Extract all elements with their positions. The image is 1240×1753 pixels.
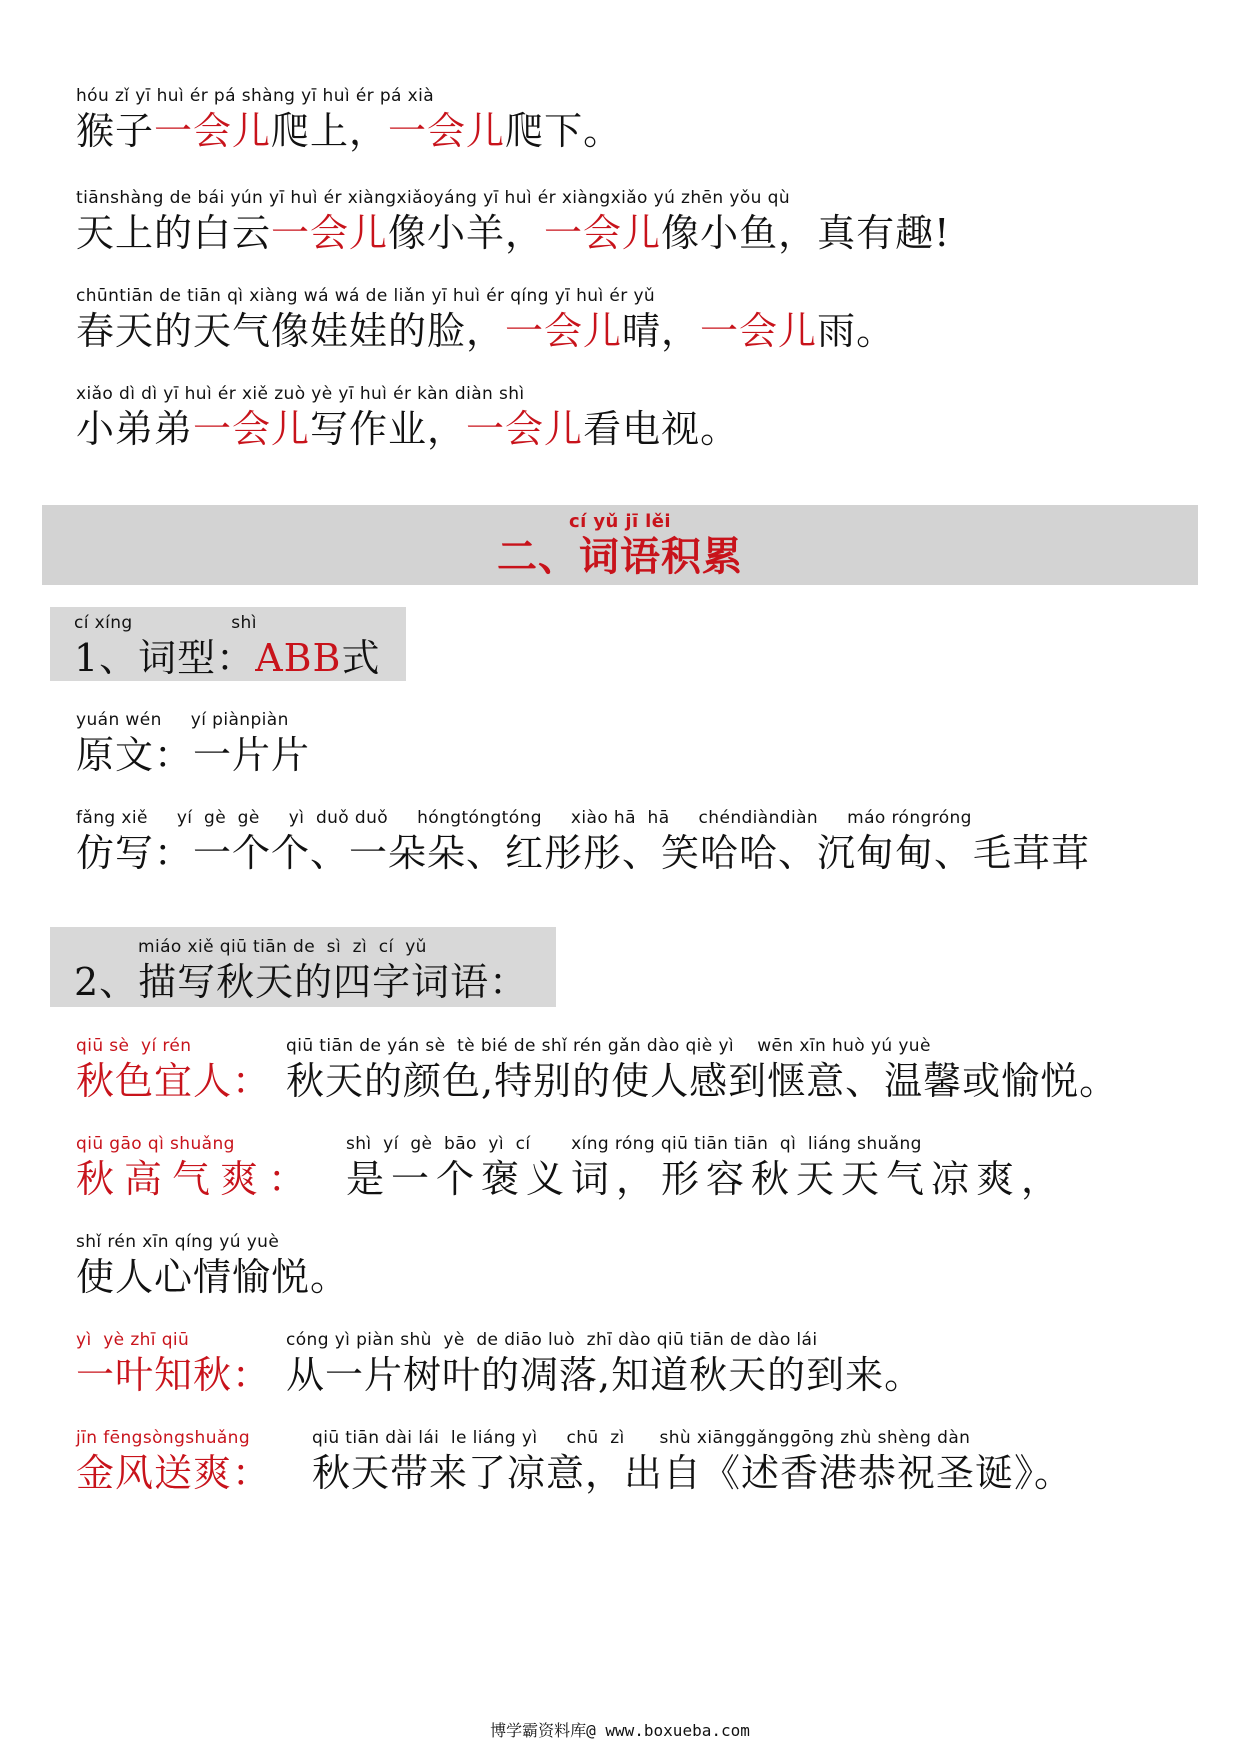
pinyin <box>76 1034 1118 1058</box>
pinyin: yuán wén yí piànpiàn <box>76 710 289 730</box>
term-row-3 <box>76 1328 923 1398</box>
term-pinyin: qiū sè yí rén <box>76 1036 192 1056</box>
text-segment: 看电视。 <box>583 407 740 451</box>
pinyin <box>76 1132 1066 1156</box>
highlight-segment: 一会儿 <box>154 109 272 153</box>
definition-continued: 使人心情愉悦。 <box>76 1255 350 1299</box>
pinyin: xiǎo dì dì yī huì ér xiě zuò yè yī huì ér kàn diàn shì <box>76 384 525 404</box>
term-pinyin: jīn fēngsòngshuǎng <box>76 1428 251 1448</box>
term-row-1 <box>76 1034 1118 1104</box>
text-segment: 爬下。 <box>505 109 623 153</box>
definition-pinyin: qiū tiān de yán sè tè bié de shǐ rén gǎn dào qiè yì wēn xīn huò yú yuè <box>286 1036 931 1056</box>
footer-watermark: 博学霸资料库@ www.boxueba.com <box>490 1721 750 1740</box>
hanzi-line <box>76 108 622 154</box>
term: 秋高气爽： <box>76 1157 317 1201</box>
example-line-2 <box>76 186 950 256</box>
term-pinyin: yì yè zhī qiū <box>76 1330 190 1350</box>
pattern-accent: ABB <box>255 636 342 680</box>
subheading-text: 2、描写秋天的四字词语： <box>74 960 529 1004</box>
hanzi-line <box>76 406 739 452</box>
definition-pinyin: cóng yì piàn shù yè de diāo luò zhī dào qiū tiān de dào lái <box>286 1330 818 1350</box>
highlight-segment: 一会儿 <box>505 309 623 353</box>
pinyin: miáo xiě qiū tiān de sì zì cí yǔ <box>138 937 427 957</box>
definition: 从一片树叶的凋落,知道秋天的到来。 <box>286 1353 924 1397</box>
subheading-label: 1、词型： <box>74 636 256 680</box>
section-pinyin: cí yǔ jī lěi <box>569 511 671 532</box>
text-segment: 猴子 <box>76 109 155 153</box>
definition: 是一个褒义词，形容秋天天气凉爽， <box>346 1157 1067 1201</box>
example-line-4 <box>76 382 739 452</box>
definition: 秋天带来了凉意，出自《述香港恭祝圣诞》。 <box>312 1451 1074 1495</box>
hanzi-line <box>76 1058 1118 1104</box>
highlight-segment: 一会儿 <box>700 309 818 353</box>
text-segment: 天上的白云 <box>76 211 272 255</box>
highlight-segment: 一会儿 <box>193 407 311 451</box>
hanzi-line <box>76 1450 1073 1496</box>
definition: 秋天的颜色,特别的使人感到惬意、温馨或愉悦。 <box>286 1059 1119 1103</box>
text-segment: 雨。 <box>817 309 896 353</box>
highlight-segment: 一会儿 <box>544 211 662 255</box>
highlight-segment: 一会儿 <box>271 211 389 255</box>
highlight-segment: 一会儿 <box>466 407 584 451</box>
pattern-suffix: 式 <box>341 636 381 680</box>
pinyin: chūntiān de tiān qì xiàng wá wá de liǎn yī huì ér qíng yī huì ér yǔ <box>76 286 656 306</box>
example-line-3 <box>76 284 895 354</box>
section-title: 二、词语积累 <box>497 533 743 580</box>
subheading-text <box>74 635 381 681</box>
term: 一叶知秋： <box>76 1353 272 1397</box>
original-text: 原文：一片片 <box>76 733 311 777</box>
term-row-4 <box>76 1426 1073 1496</box>
text-segment: 小弟弟 <box>76 407 194 451</box>
example-line-1 <box>76 84 622 154</box>
term-pinyin: qiū gāo qì shuǎng <box>76 1134 235 1154</box>
subheading-word-pattern <box>50 607 406 681</box>
text-segment: 春天的天气像娃娃的脸， <box>76 309 506 353</box>
hanzi-line <box>76 308 895 354</box>
pinyin: cí xíng shì <box>74 613 257 633</box>
hanzi-line <box>76 210 950 256</box>
pinyin: fǎng xiě yí gè gè yì duǒ duǒ hóngtóngtóng xiào hā hā chéndiàndiàn máo róngróng <box>76 808 972 828</box>
text-segment: 爬上， <box>271 109 389 153</box>
imitation-line <box>76 806 1090 876</box>
term: 金风送爽： <box>76 1451 272 1495</box>
section-header <box>42 505 1198 585</box>
highlight-segment: 一会儿 <box>388 109 506 153</box>
text-segment: 像小羊， <box>388 211 545 255</box>
term-row-2-continued <box>76 1230 349 1300</box>
pinyin <box>76 1426 1073 1450</box>
hanzi-line <box>76 1352 923 1398</box>
text-segment: 写作业， <box>310 407 467 451</box>
term-row-2 <box>76 1132 1066 1202</box>
subheading-autumn-idioms <box>50 927 556 1007</box>
text-segment: 像小鱼，真有趣! <box>661 211 951 255</box>
pinyin: hóu zǐ yī huì ér pá shàng yī huì ér pá xià <box>76 86 435 106</box>
term: 秋色宜人： <box>76 1059 272 1103</box>
definition-pinyin: shì yí gè bāo yì cí xíng róng qiū tiān tiān qì liáng shuǎng <box>346 1134 922 1154</box>
pinyin: shǐ rén xīn qíng yú yuè <box>76 1232 280 1252</box>
pinyin <box>76 1328 923 1352</box>
hanzi-line <box>76 1156 1066 1202</box>
text-segment: 晴， <box>622 309 701 353</box>
definition-pinyin: qiū tiān dài lái le liáng yì chū zì shù xiānggǎnggōng zhù shèng dàn <box>312 1428 971 1448</box>
original-line <box>76 708 310 778</box>
pinyin: tiānshàng de bái yún yī huì ér xiàngxiǎoyáng yī huì ér xiàngxiǎo yú zhēn yǒu qù <box>76 188 790 208</box>
imitation-text: 仿写：一个个、一朵朵、红彤彤、笑哈哈、沉甸甸、毛茸茸 <box>76 831 1091 875</box>
